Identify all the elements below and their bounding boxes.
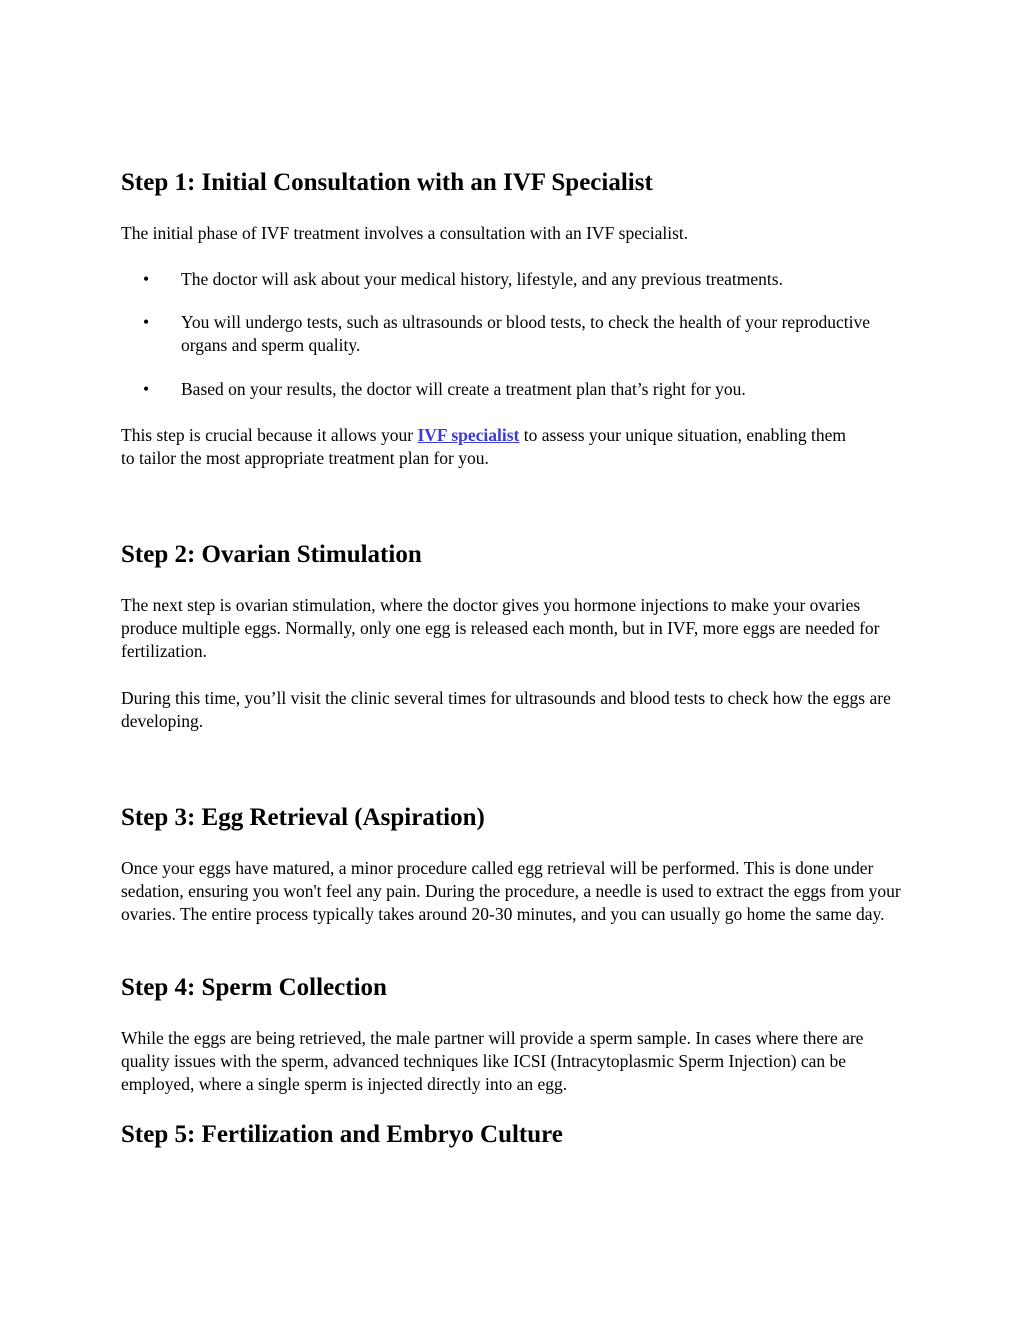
bullet-dot: • bbox=[143, 312, 150, 332]
bullet-dot: • bbox=[143, 379, 150, 399]
step2-paragraph-2: During this time, you’ll visit the clinic several times for ultrasounds and blood tests to check how the eggs are developing. bbox=[121, 688, 891, 731]
step2-paragraph-1: The next step is ovarian stimulation, where the doctor gives you hormone injections to make your ovaries produce multiple eggs. Normally, only one egg is released each month, but in IVF, more eggs are needed for fertilization. bbox=[121, 595, 880, 661]
step1-intro: The initial phase of IVF treatment involves a consultation with an IVF specialist. bbox=[121, 223, 689, 243]
step1-heading: Step 1: Initial Consultation with an IVF Specialist bbox=[121, 169, 653, 196]
step1-closing-before: This step is crucial because it allows your bbox=[121, 425, 418, 445]
bullet-text: The doctor will ask about your medical history, lifestyle, and any previous treatments. bbox=[181, 269, 783, 289]
step4-heading: Step 4: Sperm Collection bbox=[121, 974, 387, 1001]
step2-heading: Step 2: Ovarian Stimulation bbox=[121, 541, 422, 568]
bullet-text: You will undergo tests, such as ultrasounds or blood tests, to check the health of your reproductive organs and sperm quality. bbox=[181, 312, 871, 355]
step5-heading: Step 5: Fertilization and Embryo Culture bbox=[121, 1121, 563, 1148]
ivf-specialist-link[interactable]: IVF specialist bbox=[417, 425, 520, 445]
step3-heading: Step 3: Egg Retrieval (Aspiration) bbox=[121, 804, 485, 831]
bullet-text: Based on your results, the doctor will create a treatment plan that’s right for you. bbox=[181, 379, 746, 399]
step1-closing bbox=[121, 424, 851, 470]
step3-paragraph-1: Once your eggs have matured, a minor procedure called egg retrieval will be performed. This is done under sedation, ensuring you won't feel any pain. During the procedure, a needle is used to extract the eggs from your ovaries. The entire process typically takes around 20-30 minutes, and you can usually go home the same day. bbox=[121, 858, 901, 924]
step1-closing-after: to assess your unique situation, enabling them to tailor the most appropriate treatment plan for you. bbox=[121, 425, 846, 468]
step4-paragraph-1: While the eggs are being retrieved, the male partner will provide a sperm sample. In cases where there are quality issues with the sperm, advanced techniques like ICSI (Intracytoplasmic Sperm Injection) can be employed, where a single sperm is injected directly into an egg. bbox=[121, 1028, 864, 1094]
bullet-dot: • bbox=[143, 269, 150, 289]
